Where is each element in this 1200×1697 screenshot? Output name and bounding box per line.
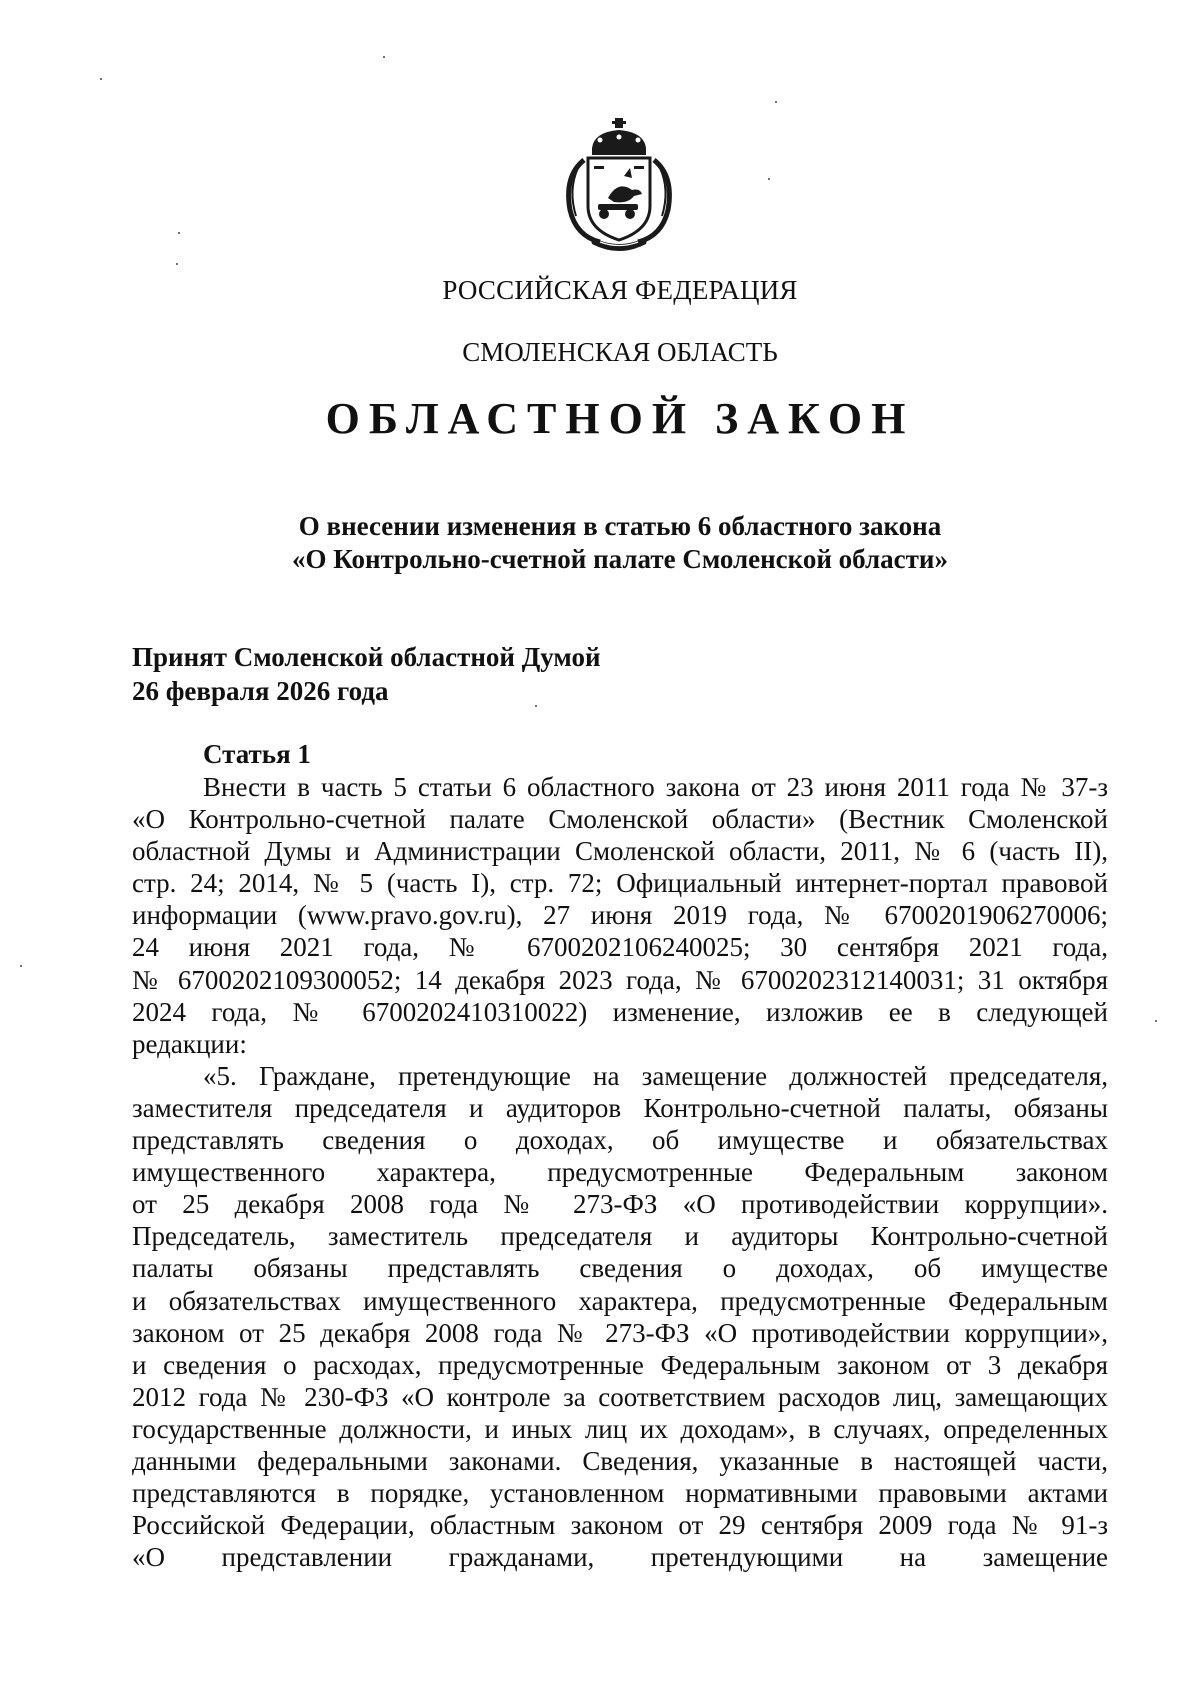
adoption-date: 26 февраля 2026 года [132,676,389,706]
body-line: и сведения о расходах, предусмотренные Федеральным законом от 3 декабря [132,1349,1108,1380]
body-line: данными федеральными законами. Сведения, указанные в настоящей части, [132,1445,1108,1476]
body-line: 24 июня 2021 года, № 6700202106240025; 30 сентября 2021 года, [132,932,1108,963]
body-line: «О представлении гражданами, претендующими на замещение [132,1542,1108,1573]
scan-speck [1155,1020,1157,1022]
body-line: информации (www.pravo.gov.ru), 27 июня 2019 года, № 6700201906270006; [132,900,1108,931]
body-line: 2012 года № 230-ФЗ «О контроле за соответствием расходов лиц, замещающих [132,1381,1108,1412]
body-line: Российской Федерации, областным законом от 29 сентября 2009 года № 91-з [132,1510,1108,1541]
scan-speck [775,101,777,103]
scan-speck [20,965,22,967]
region-name: СМОЛЕНСКАЯ ОБЛАСТЬ [462,337,778,367]
body-line: имущественного характера, предусмотренные Федеральным законом [132,1157,1108,1188]
body-line: 2024 года, № 6700202410310022) изменение, изложив ее в следующей [132,996,1108,1027]
adoption-note [132,640,601,708]
scan-speck [178,232,180,234]
body-line: государственные должности, и иных лиц их доходам», в случаях, определенных [132,1413,1108,1444]
scan-speck [383,56,385,58]
body-line: стр. 24; 2014, № 5 (часть I), стр. 72; Официальный интернет-портал правовой [132,868,1108,899]
body-line: Председатель, заместитель председателя и аудиторы Контрольно-счетной [132,1221,1108,1252]
body-line: № 6700202109300052; 14 декабря 2023 года, № 6700202312140031; 31 октября [132,964,1108,995]
body-line: областной Думы и Администрации Смоленской области, 2011, № 6 (часть II), [132,836,1108,867]
body-line: «5. Граждане, претендующие на замещение должностей председателя, [203,1060,1108,1091]
country-name: РОССИЙСКАЯ ФЕДЕРАЦИЯ [442,275,798,305]
document-type: ОБЛАСТНОЙ ЗАКОН [325,394,915,443]
body-line: представляются в порядке, установленном нормативными правовыми актами [132,1478,1108,1509]
coat-of-arms-icon [560,118,678,254]
body-line: и обязательствах имущественного характера, предусмотренные Федеральным [132,1285,1108,1316]
body-line: заместителя председателя и аудиторов Контрольно-счетной палаты, обязаны [132,1092,1108,1123]
body-line: от 25 декабря 2008 года № 273-ФЗ «О противодействии коррупции». [132,1189,1108,1220]
scan-speck [768,178,770,180]
body-line: Внести в часть 5 статьи 6 областного закона от 23 июня 2011 года № 37-з [203,772,1108,802]
article-heading: Статья 1 [203,739,311,769]
scan-speck [100,78,102,80]
scan-speck [176,263,178,265]
adoption-body: Принят Смоленской областной Думой [132,642,601,672]
article-body [132,771,1108,1573]
law-title-line: О внесении изменения в статью 6 областного закона [298,511,942,541]
body-line: «О Контрольно-счетной палате Смоленской области» (Вестник Смоленской [132,804,1108,835]
law-title [0,510,1200,576]
body-line: редакции: [132,1028,247,1059]
body-line: законом от 25 декабря 2008 года № 273-ФЗ «О противодействии коррупции», [132,1317,1108,1348]
law-title-line: «О Контрольно-счетной палате Смоленской области» [292,544,948,574]
body-line: представлять сведения о доходах, об имуществе и обязательствах [132,1125,1108,1156]
body-line: палаты обязаны представлять сведения о доходах, об имуществе [132,1253,1108,1284]
